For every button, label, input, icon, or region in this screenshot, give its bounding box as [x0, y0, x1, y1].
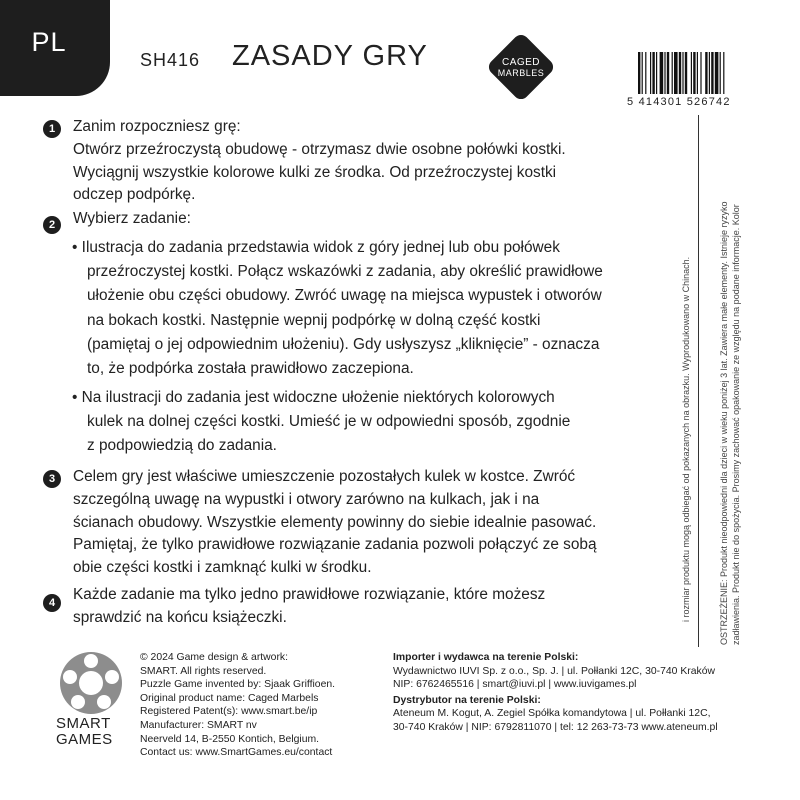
bullet-text: (pamiętaj o jej odpowiednim ułożeniu). Gdy usłyszysz „kliknięcie” - oznacza — [87, 335, 600, 353]
barcode-bar — [645, 52, 646, 94]
bullet-text: z podpowiedzią do zadania. — [87, 437, 277, 455]
bullet-text: • Ilustracja do zadania przedstawia widok z góry jednej lub obu połówek — [72, 239, 560, 256]
barcode-bar — [652, 52, 654, 94]
step-text: sprawdzić na końcu książeczki. — [73, 608, 287, 626]
caged-marbles-logo — [482, 28, 560, 106]
barcode-bar — [660, 52, 664, 94]
distributor-line: Ateneum M. Kogut, A. Zegiel Spółka komandytowa | ul. Połłanki 12C, — [393, 708, 711, 720]
barcode — [638, 52, 750, 94]
step-number: 3 — [43, 470, 61, 488]
step-text: Każde zadanie ma tylko jedno prawidłowe rozwiązanie, które możesz — [73, 586, 546, 603]
importer-block — [393, 651, 718, 735]
bullet-text: na bokach kostki. Następnie wepnij podpórkę w dolną część kostki — [87, 311, 541, 329]
step-3 — [44, 466, 684, 580]
language-tab — [0, 0, 110, 96]
barcode-bar — [667, 52, 669, 94]
credit-line: Contact us: www.SmartGames.eu/contact — [140, 747, 333, 759]
logo-line2: MARBLES — [497, 68, 545, 78]
bullet-text: ułożenie obu części obudowy. Zwróć uwagę na miejsca wypustek i otworów — [87, 287, 602, 305]
barcode-bar — [682, 52, 683, 94]
brand-line: GAMES — [56, 731, 113, 748]
barcode-bar — [700, 52, 701, 94]
barcode-number: 5 414301 526742 — [627, 96, 731, 108]
language-label: PL — [31, 26, 67, 57]
importer-heading: Importer i wydawca na terenie Polski: — [393, 652, 579, 663]
distributor-line: 30-740 Kraków | NIP: 6792811070 | tel: 12 263-73-73 www.ateneum.pl — [393, 721, 718, 733]
warning-line: OSTRZEŻENIE: Produkt nieodpowiedni dla dzieci w wieku poniżej 3 lat. Zawiera małe elementy. Istnieje ryzyko — [719, 201, 729, 645]
barcode-bar — [674, 52, 678, 94]
importer-line: Wydawnictwo IUVI Sp. z o.o., Sp. J. | ul. Połłanki 12C, 30-740 Kraków — [393, 665, 715, 677]
step-text: obie części kostki i zamknąć kulki w środku. — [73, 559, 372, 577]
credits-block — [140, 651, 335, 760]
step-2 — [44, 208, 684, 231]
barcode-bar — [679, 52, 681, 94]
side-note-right — [718, 201, 742, 645]
step-text: Pamiętaj, że tylko prawidłowe rozwiązanie zadania pozwoli połączyć ze sobą — [73, 536, 597, 554]
bullet-text: • Na ilustracji do zadania jest widoczne ułożenie niektórych kolorowych — [72, 389, 555, 406]
importer-line: NIP: 6762465516 | smart@iuvi.pl | www.iuvigames.pl — [393, 679, 637, 691]
barcode-bar — [697, 52, 698, 94]
barcode-bar — [685, 52, 687, 94]
side-note-left: i rozmiar produktu mogą odbiegać od pokazanych na obrazku. Wyprodukowano w Chinach. — [681, 256, 691, 622]
barcode-bar — [693, 52, 695, 94]
step-number: 1 — [43, 120, 61, 138]
product-code: SH416 — [140, 50, 201, 70]
barcode-bar — [672, 52, 673, 94]
logo-line1: CAGED — [501, 57, 541, 68]
credit-line: Neerveld 14, B-2550 Kontich, Belgium. — [140, 733, 320, 745]
divider-line — [698, 115, 699, 647]
barcode-bar — [642, 52, 643, 94]
step-number: 2 — [43, 216, 61, 234]
step-text: Zanim rozpoczniesz grę: — [73, 118, 241, 135]
barcode-bar — [715, 52, 719, 94]
barcode-bar — [650, 52, 651, 94]
credit-line: Manufacturer: SMART nv — [140, 719, 257, 731]
smart-games-wordmark — [56, 716, 113, 748]
barcode-bar — [705, 52, 707, 94]
credit-line: Registered Patent(s): www.smart.be/ip — [140, 706, 318, 718]
bullet-text: kulek na dolnej części kostki. Umieść je w odpowiedni sposób, zgodnie — [87, 413, 571, 431]
step-text: Wyciągnij wszystkie kolorowe kulki ze środka. Od przeźroczystej kostki — [73, 163, 557, 181]
page-title: ZASADY GRY — [232, 40, 428, 72]
step-4 — [44, 584, 684, 630]
step-text: Celem gry jest właściwe umieszczenie pozostałych kulek w kostce. Zwróć — [73, 468, 576, 485]
distributor-heading: Dystrybutor na terenie Polski: — [393, 694, 541, 706]
credit-line: © 2024 Game design & artwork: — [140, 652, 289, 663]
step-1 — [44, 116, 684, 207]
bullet-text: to, że podpórka została prawidłowo zaczepiona. — [87, 360, 414, 378]
barcode-bar — [711, 52, 713, 94]
step-text: odczep podpórkę. — [73, 186, 196, 204]
step-text: Wybierz zadanie: — [73, 210, 191, 227]
credit-line: SMART. All rights reserved. — [140, 665, 267, 677]
bullet-text: przeźroczystej kostki. Połącz wskazówki z zadania, aby określić prawidłowe — [87, 263, 603, 281]
warning-line: zadławienia. Produkt nie do spożycia. Prosimy zachować opakowanie ze względu na podane informacje. Kolor — [731, 204, 741, 645]
barcode-bar — [664, 52, 665, 94]
step-text: ścianach obudowy. Wszystkie elementy powinny do siebie idealnie pasować. — [73, 513, 597, 531]
credit-line: Original product name: Caged Marbels — [140, 692, 319, 704]
barcode-bar — [723, 52, 724, 94]
bullet-1 — [72, 236, 603, 381]
step-text: szczególną uwagę na wypustki i otwory zarówno na kulkach, jak i na — [73, 490, 540, 508]
bullet-2 — [72, 386, 570, 459]
step-number: 4 — [43, 594, 61, 612]
barcode-bar — [691, 52, 692, 94]
brand-line: SMART — [56, 715, 111, 732]
barcode-bar — [720, 52, 721, 94]
barcode-bar — [638, 52, 640, 94]
barcode-bar — [709, 52, 710, 94]
step-text: Otwórz przeźroczystą obudowę - otrzymasz dwie osobne połówki kostki. — [73, 140, 566, 158]
smart-games-logo — [58, 650, 124, 716]
barcode-bar — [656, 52, 657, 94]
credit-line: Puzzle Game invented by: Sjaak Griffioen. — [140, 679, 336, 691]
